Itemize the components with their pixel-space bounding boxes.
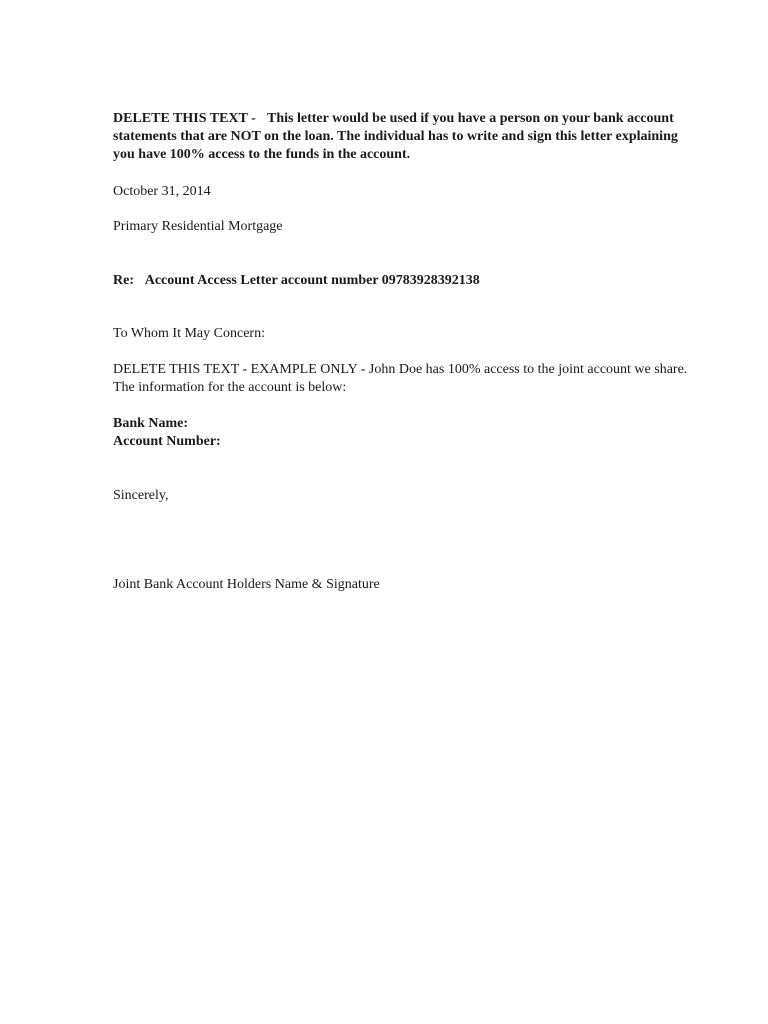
re-line	[113, 272, 698, 290]
account-number-label: Account Number:	[113, 434, 221, 449]
bank-name-label: Bank Name:	[113, 416, 189, 431]
closing: Sincerely,	[113, 488, 169, 503]
re-label: Re:	[113, 273, 134, 288]
body-paragraph: DELETE THIS TEXT - EXAMPLE ONLY - John Doe has 100% access to the joint account we share. The information for the account is below:	[113, 362, 688, 395]
recipient-name: Primary Residential Mortgage	[113, 219, 283, 234]
letter-date: October 31, 2014	[113, 184, 211, 199]
intro-lead: DELETE THIS TEXT -	[113, 111, 256, 126]
intro-text: This letter would be used if you have a person on your bank account statements that are NOT on the loan. The individual has to write and sign this letter explaining you have 100% access to the funds in the account.	[113, 111, 678, 162]
re-subject: Account Access Letter account number 09783928392138	[144, 273, 480, 288]
signature-line: Joint Bank Account Holders Name & Signature	[113, 577, 380, 592]
intro-instructions	[113, 110, 698, 164]
salutation: To Whom It May Concern:	[113, 326, 265, 341]
